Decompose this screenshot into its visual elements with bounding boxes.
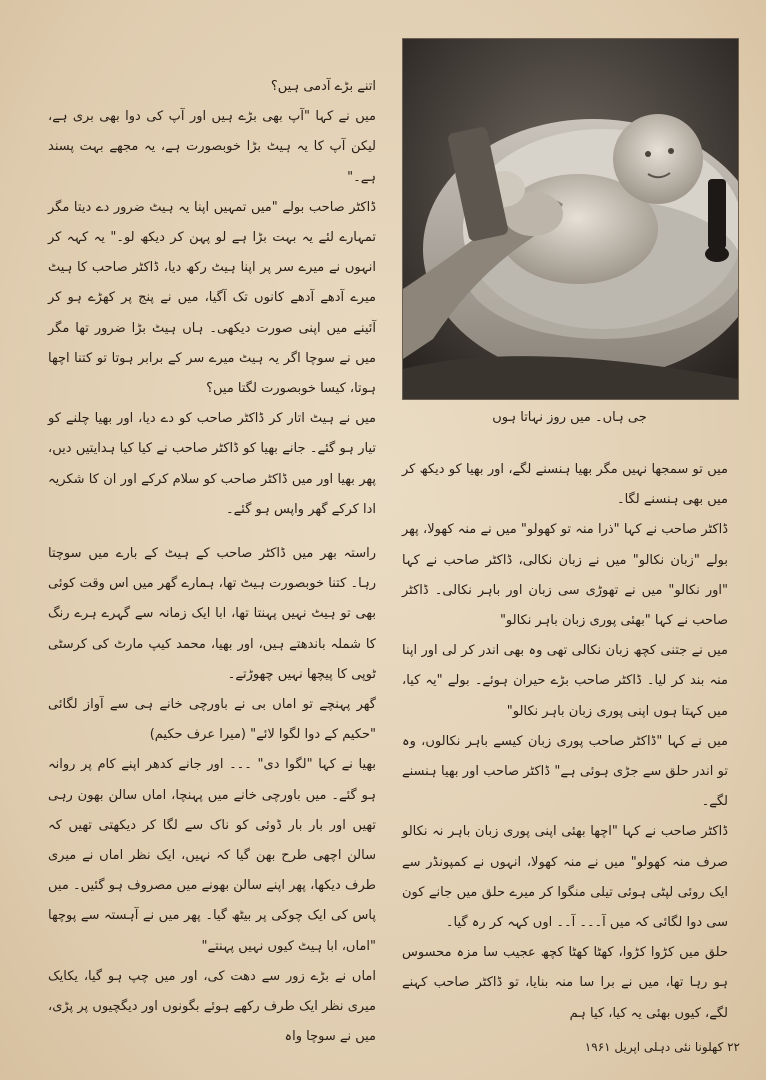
- page-footer: ۲۲ کھلونا نئی دہلی اپریل ۱۹۶۱: [584, 1040, 740, 1054]
- paragraph: میں نے جتنی کچھ زبان نکالی تھی وہ بھی اندر کر لی اور اپنا منہ بند کر لیا۔ ڈاکٹر صاحب بڑے حیران ہوئے۔ بولے "یہ کیا، میں کہتا ہوں اپنی پوری زبان باہر نکالو": [402, 643, 728, 719]
- paragraph: ڈاکٹر صاحب نے کہا "ذرا منہ تو کھولو" میں نے منہ کھولا، پھر بولے "زبان نکالو" میں نے زبان نکالی، ڈاکٹر صاحب نے کہا "اور نکالو" میں نے تھوڑی سی زبان اور باہر نکالی۔ ڈاکٹر صاحب نے کہا "بھئی پوری زبان باہر نکالو": [402, 522, 728, 629]
- baby-bath-photo: [402, 38, 739, 400]
- paragraph: راستہ بھر میں ڈاکٹر صاحب کے ہیٹ کے بارے میں سوچتا رہا۔ کتنا خوبصورت ہیٹ تھا، ہمارے گھر میں اس وقت کوئی بھی تو ہیٹ نہیں پہنتا تھا، ابا ایک زمانہ سے گہرے ہرے رنگ کا شملہ باندھتے ہیں، اور بھیا، محمد کیپ مارٹ کی کرسٹی ٹوپی کا پیچھا نہیں چھوڑتے۔: [48, 546, 376, 682]
- paragraph: ڈاکٹر صاحب نے کہا "اچھا بھئی اپنی پوری زبان باہر نہ نکالو صرف منہ کھولو" میں نے منہ کھولا، انہوں نے کمپونڈر سے ایک روئی لپٹی ہوئی تیلی منگوا کر میرے حلق میں جانے کون سی دوا لگائی کہ میں آ۔۔۔ آ۔۔ اوں کہہ کر رہ گیا۔: [402, 824, 728, 931]
- paragraph: ڈاکٹر صاحب بولے "میں تمہیں اپنا یہ ہیٹ ضرور دے دیتا مگر تمہارے لئے یہ بہت بڑا ہے لو پہن کر دیکھ لو۔" یہ کہہ کر انہوں نے میرے سر پر اپنا ہیٹ رکھ دیا، ڈاکٹر صاحب کا ہیٹ میرے آدھے آدھے کانوں تک آگیا، میں نے پنج پر کھڑے ہو کر آئینے میں اپنی صورت دیکھی۔ ہاں ہیٹ بڑا ضرور تھا مگر میں نے سوچا اگر یہ ہیٹ میرے سر کے برابر ہوتا تو کتنا اچھا ہوتا، کیسا خوبصورت لگتا میں؟: [48, 199, 376, 397]
- paragraph: میں نے کہا "ڈاکٹر صاحب پوری زبان کیسے باہر نکالوں، وہ تو اندر حلق سے جڑی ہوئی ہے" ڈاکٹر صاحب اور بھیا ہنسنے لگے۔: [402, 733, 728, 810]
- paragraph: اماں نے بڑے زور سے دھت کی، اور میں چپ ہو گیا، یکایک میری نظر ایک طرف رکھے ہوئے بگونوں اور دیگچیوں پر پڑی، میں نے سوچا واہ: [48, 968, 376, 1045]
- paragraph: بھیا نے کہا "لگوا دی" ۔۔۔ اور جانے کدھر اپنے کام پر روانہ ہو گئے۔ میں باورچی خانے میں پہنچا، اماں سالن بھون رہی تھیں اور بار بار ڈوئی کو ناک سے لگا کر دیکھتی تھیں کہ سالن اچھی طرح بھن گیا کہ نہیں، ایک نظر اماں نے میری طرف دیکھا، پھر اپنے سالن بھونے میں مصروف ہو گئیں۔ میں پاس کی ایک چوکی پر بیٹھ گیا۔ پھر میں نے آہستہ سے پوچھا "اماں، ابا ہیٹ کیوں نہیں پہنتے": [48, 757, 376, 954]
- paragraph: میں نے ہیٹ اتار کر ڈاکٹر صاحب کو دے دیا، اور بھیا چلنے کو تیار ہو گئے۔ جانے بھیا کو ڈاکٹر صاحب نے کیا کیا ہدایتیں دیں، پھر بھیا اور میں ڈاکٹر صاحب کو سلام کرکے اور ان کا شکریہ ادا کرکے گھر واپس ہو گئے۔: [48, 411, 376, 517]
- paragraph: اتنے بڑے آدمی ہیں؟: [270, 79, 376, 94]
- right-text-column: [402, 455, 728, 1029]
- paragraph: میں تو سمجھا نہیں مگر بھیا ہنسنے لگے، اور بھیا کو دیکھ کر میں بھی ہنسنے لگا۔: [402, 462, 728, 508]
- paragraph: حلق میں کڑوا کڑوا، کھٹا کھٹا کچھ عجیب سا مزہ محسوس ہو رہا تھا، میں نے برا سا منہ بنایا، تو ڈاکٹر صاحب کہنے لگے، کیوں بھئی یہ کیا، کیا ہم: [402, 945, 728, 1021]
- left-text-column: [48, 72, 376, 1053]
- paragraph: میں نے کہا "آپ بھی بڑے ہیں اور آپ کی دوا بھی بری ہے، لیکن آپ کا یہ ہیٹ بڑا خوبصورت ہے، یہ مجھے بہت پسند ہے۔": [48, 109, 376, 185]
- photo-illustration: [403, 39, 738, 399]
- photo-caption: جی ہاں۔ میں روز نہاتا ہوں: [492, 410, 647, 425]
- paragraph: گھر پہنچے تو اماں بی نے باورچی خانے ہی سے آواز لگائی "حکیم کے دوا لگوا لائے" (میرا عرف حکیم): [48, 697, 376, 743]
